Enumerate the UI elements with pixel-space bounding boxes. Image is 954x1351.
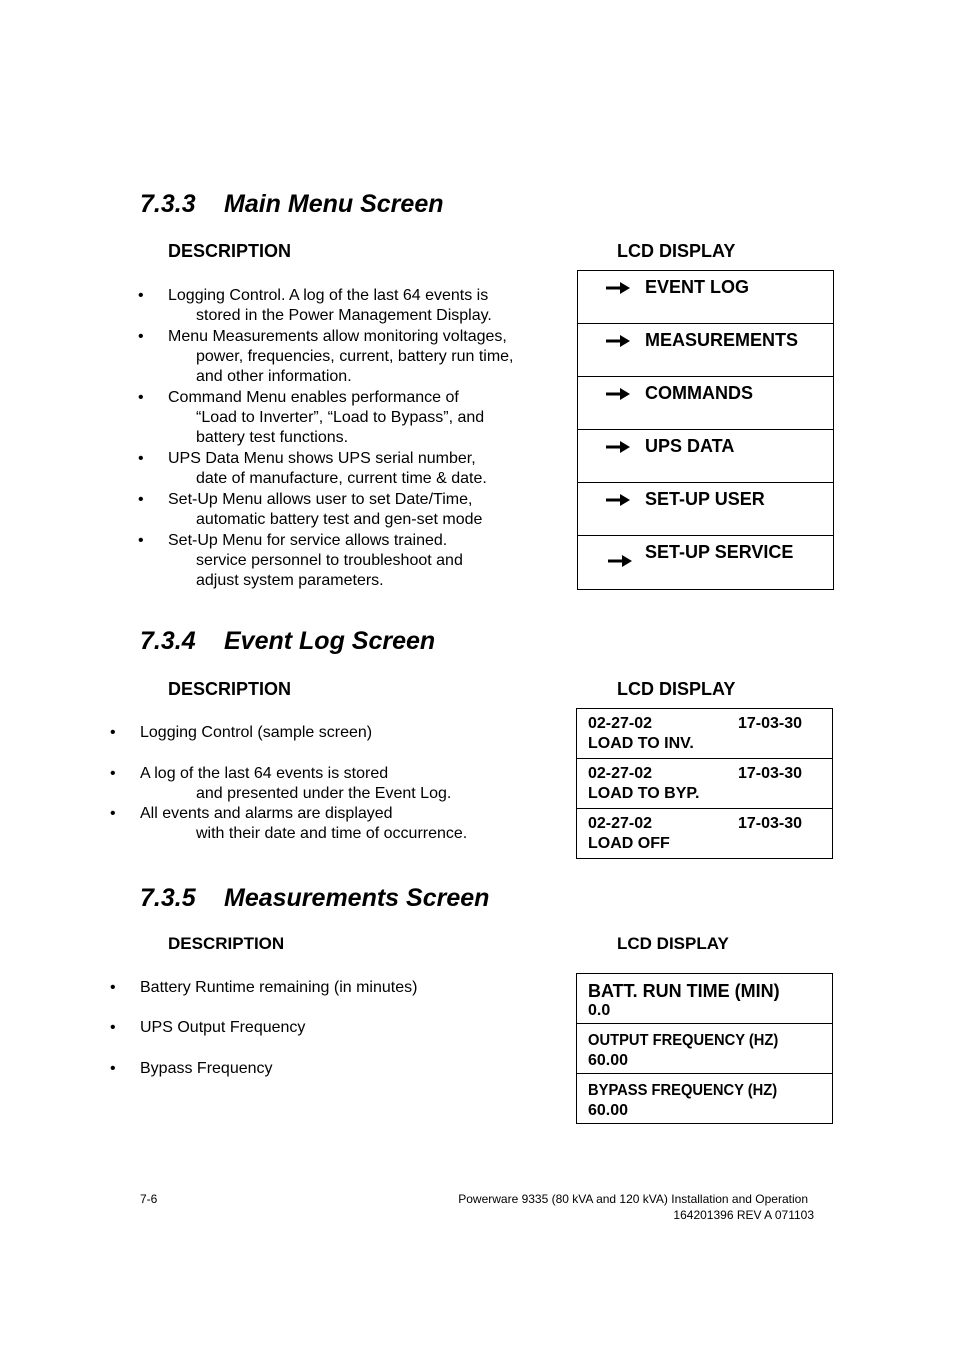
bullet-icon: • — [110, 724, 116, 741]
list-item-text: battery test functions. — [196, 429, 349, 446]
bullet-icon: • — [110, 979, 116, 996]
right-arrow-icon — [606, 440, 630, 454]
lcd-menu-item — [578, 483, 833, 536]
main-menu-description-list — [138, 286, 558, 591]
page-number: 7-6 — [140, 1192, 158, 1206]
description-heading: DESCRIPTION — [168, 241, 292, 261]
bullet-icon: • — [138, 491, 144, 508]
lcd-menu-label: UPS DATA — [645, 436, 735, 456]
list-item — [138, 327, 558, 387]
lcd-event-action: LOAD TO INV. — [588, 735, 694, 752]
lcd-event-row — [577, 759, 832, 809]
list-item-text: UPS Data Menu shows UPS serial number, — [168, 450, 476, 467]
list-item-text: Set-Up Menu for service allows trained. — [168, 532, 448, 549]
list-item-text: Menu Measurements allow monitoring voltages, — [168, 328, 507, 345]
section-number: 7.3.5 — [140, 884, 196, 912]
lcd-menu-label: SET-UP SERVICE — [645, 542, 794, 562]
lcd-measurement-row — [577, 974, 832, 1024]
bullet-icon: • — [138, 532, 144, 549]
lcd-event-date: 02-27-02 — [588, 765, 653, 782]
list-item-text: UPS Output Frequency — [140, 1019, 306, 1036]
list-item — [110, 1059, 540, 1079]
lcd-measurement-value: 60.00 — [588, 1102, 629, 1119]
right-arrow-icon — [608, 554, 632, 568]
lcd-display-heading: LCD DISPLAY — [617, 679, 736, 699]
bullet-icon: • — [138, 328, 144, 345]
section-title: Measurements Screen — [224, 884, 490, 912]
measurements-description-list — [110, 978, 540, 1079]
lcd-display-heading: LCD DISPLAY — [617, 241, 736, 261]
list-item-text: with their date and time of occurrence. — [196, 825, 468, 842]
lcd-menu-item — [578, 536, 833, 589]
bullet-icon: • — [138, 389, 144, 406]
bullet-icon: • — [138, 450, 144, 467]
list-item-text: Command Menu enables performance of — [168, 389, 459, 406]
section-heading-event-log — [140, 627, 435, 656]
section-heading-measurements — [140, 884, 489, 913]
lcd-menu-item — [578, 377, 833, 430]
section-number: 7.3.4 — [140, 627, 196, 655]
list-item — [138, 531, 558, 591]
list-item-text: power, frequencies, current, battery run time, — [196, 348, 514, 365]
section-title: Event Log Screen — [224, 627, 436, 655]
lcd-menu-label: COMMANDS — [645, 383, 753, 403]
list-item — [138, 388, 558, 448]
list-item-text: “Load to Inverter”, “Load to Bypass”, and — [196, 409, 485, 426]
list-item-text: Bypass Frequency — [140, 1060, 273, 1077]
footer-doc-title: Powerware 9335 (80 kVA and 120 kVA) Installation and Operation — [458, 1192, 808, 1206]
lcd-event-action: LOAD OFF — [588, 835, 670, 852]
lcd-measurement-title: BYPASS FREQUENCY (HZ) — [588, 1082, 778, 1099]
list-item-text: Logging Control. A log of the last 64 events is — [168, 287, 489, 304]
lcd-measurement-value: 60.00 — [588, 1052, 629, 1069]
list-item-text: A log of the last 64 events is stored — [140, 765, 389, 782]
lcd-event-action: LOAD TO BYP. — [588, 785, 700, 802]
list-item — [110, 978, 540, 998]
section-number: 7.3.3 — [140, 190, 196, 218]
lcd-event-time: 17-03-30 — [738, 715, 803, 732]
description-heading: DESCRIPTION — [168, 934, 285, 953]
section-title: Main Menu Screen — [224, 190, 444, 218]
event-log-lcd-display — [576, 708, 833, 859]
list-item-text: Battery Runtime remaining (in minutes) — [140, 979, 418, 996]
measurements-lcd-display — [576, 973, 833, 1124]
lcd-event-row — [577, 709, 832, 759]
lcd-menu-item — [578, 271, 833, 324]
lcd-menu-item — [578, 324, 833, 377]
lcd-event-row — [577, 809, 832, 859]
list-item — [138, 449, 558, 489]
bullet-icon: • — [110, 765, 116, 782]
list-item — [110, 764, 540, 804]
lcd-event-time: 17-03-30 — [738, 815, 803, 832]
lcd-measurement-title: OUTPUT FREQUENCY (HZ) — [588, 1032, 779, 1049]
list-item-text: service personnel to troubleshoot and — [196, 552, 463, 569]
list-item — [138, 286, 558, 326]
lcd-measurement-title: BATT. RUN TIME (MIN) — [588, 981, 780, 1001]
list-item-text: adjust system parameters. — [196, 572, 384, 589]
list-item-text: and other information. — [196, 368, 352, 385]
right-arrow-icon — [606, 334, 630, 348]
bullet-icon: • — [110, 805, 116, 822]
list-item-text: Logging Control (sample screen) — [140, 724, 373, 741]
footer-doc-number: 164201396 REV A 071103 — [673, 1208, 814, 1222]
list-item — [110, 804, 540, 844]
lcd-event-date: 02-27-02 — [588, 715, 653, 732]
lcd-event-date: 02-27-02 — [588, 815, 653, 832]
lcd-menu-item — [578, 430, 833, 483]
event-log-description-list — [110, 723, 540, 844]
list-item-text: date of manufacture, current time & date. — [196, 470, 487, 487]
right-arrow-icon — [606, 493, 630, 507]
bullet-icon: • — [110, 1019, 116, 1036]
list-item-text: All events and alarms are displayed — [140, 805, 393, 822]
lcd-menu-label: SET-UP USER — [645, 489, 765, 509]
list-item — [138, 490, 558, 530]
list-item — [110, 1018, 540, 1038]
bullet-icon: • — [110, 1060, 116, 1077]
description-heading: DESCRIPTION — [168, 679, 292, 699]
list-item-text: Set-Up Menu allows user to set Date/Time, — [168, 491, 473, 508]
lcd-measurement-value: 0.0 — [588, 1002, 611, 1019]
list-item — [110, 723, 540, 743]
list-item-text: stored in the Power Management Display. — [196, 307, 492, 324]
lcd-menu-label: EVENT LOG — [645, 277, 750, 297]
lcd-event-time: 17-03-30 — [738, 765, 803, 782]
right-arrow-icon — [606, 387, 630, 401]
right-arrow-icon — [606, 281, 630, 295]
lcd-measurement-row — [577, 1074, 832, 1124]
bullet-icon: • — [138, 287, 144, 304]
main-menu-lcd-display — [577, 270, 834, 590]
lcd-menu-label: MEASUREMENTS — [645, 330, 799, 350]
list-item-text: automatic battery test and gen-set mode — [196, 511, 483, 528]
list-item-text: and presented under the Event Log. — [196, 785, 452, 802]
section-heading-main-menu — [140, 190, 444, 219]
lcd-measurement-row — [577, 1024, 832, 1074]
lcd-display-heading: LCD DISPLAY — [617, 934, 729, 953]
